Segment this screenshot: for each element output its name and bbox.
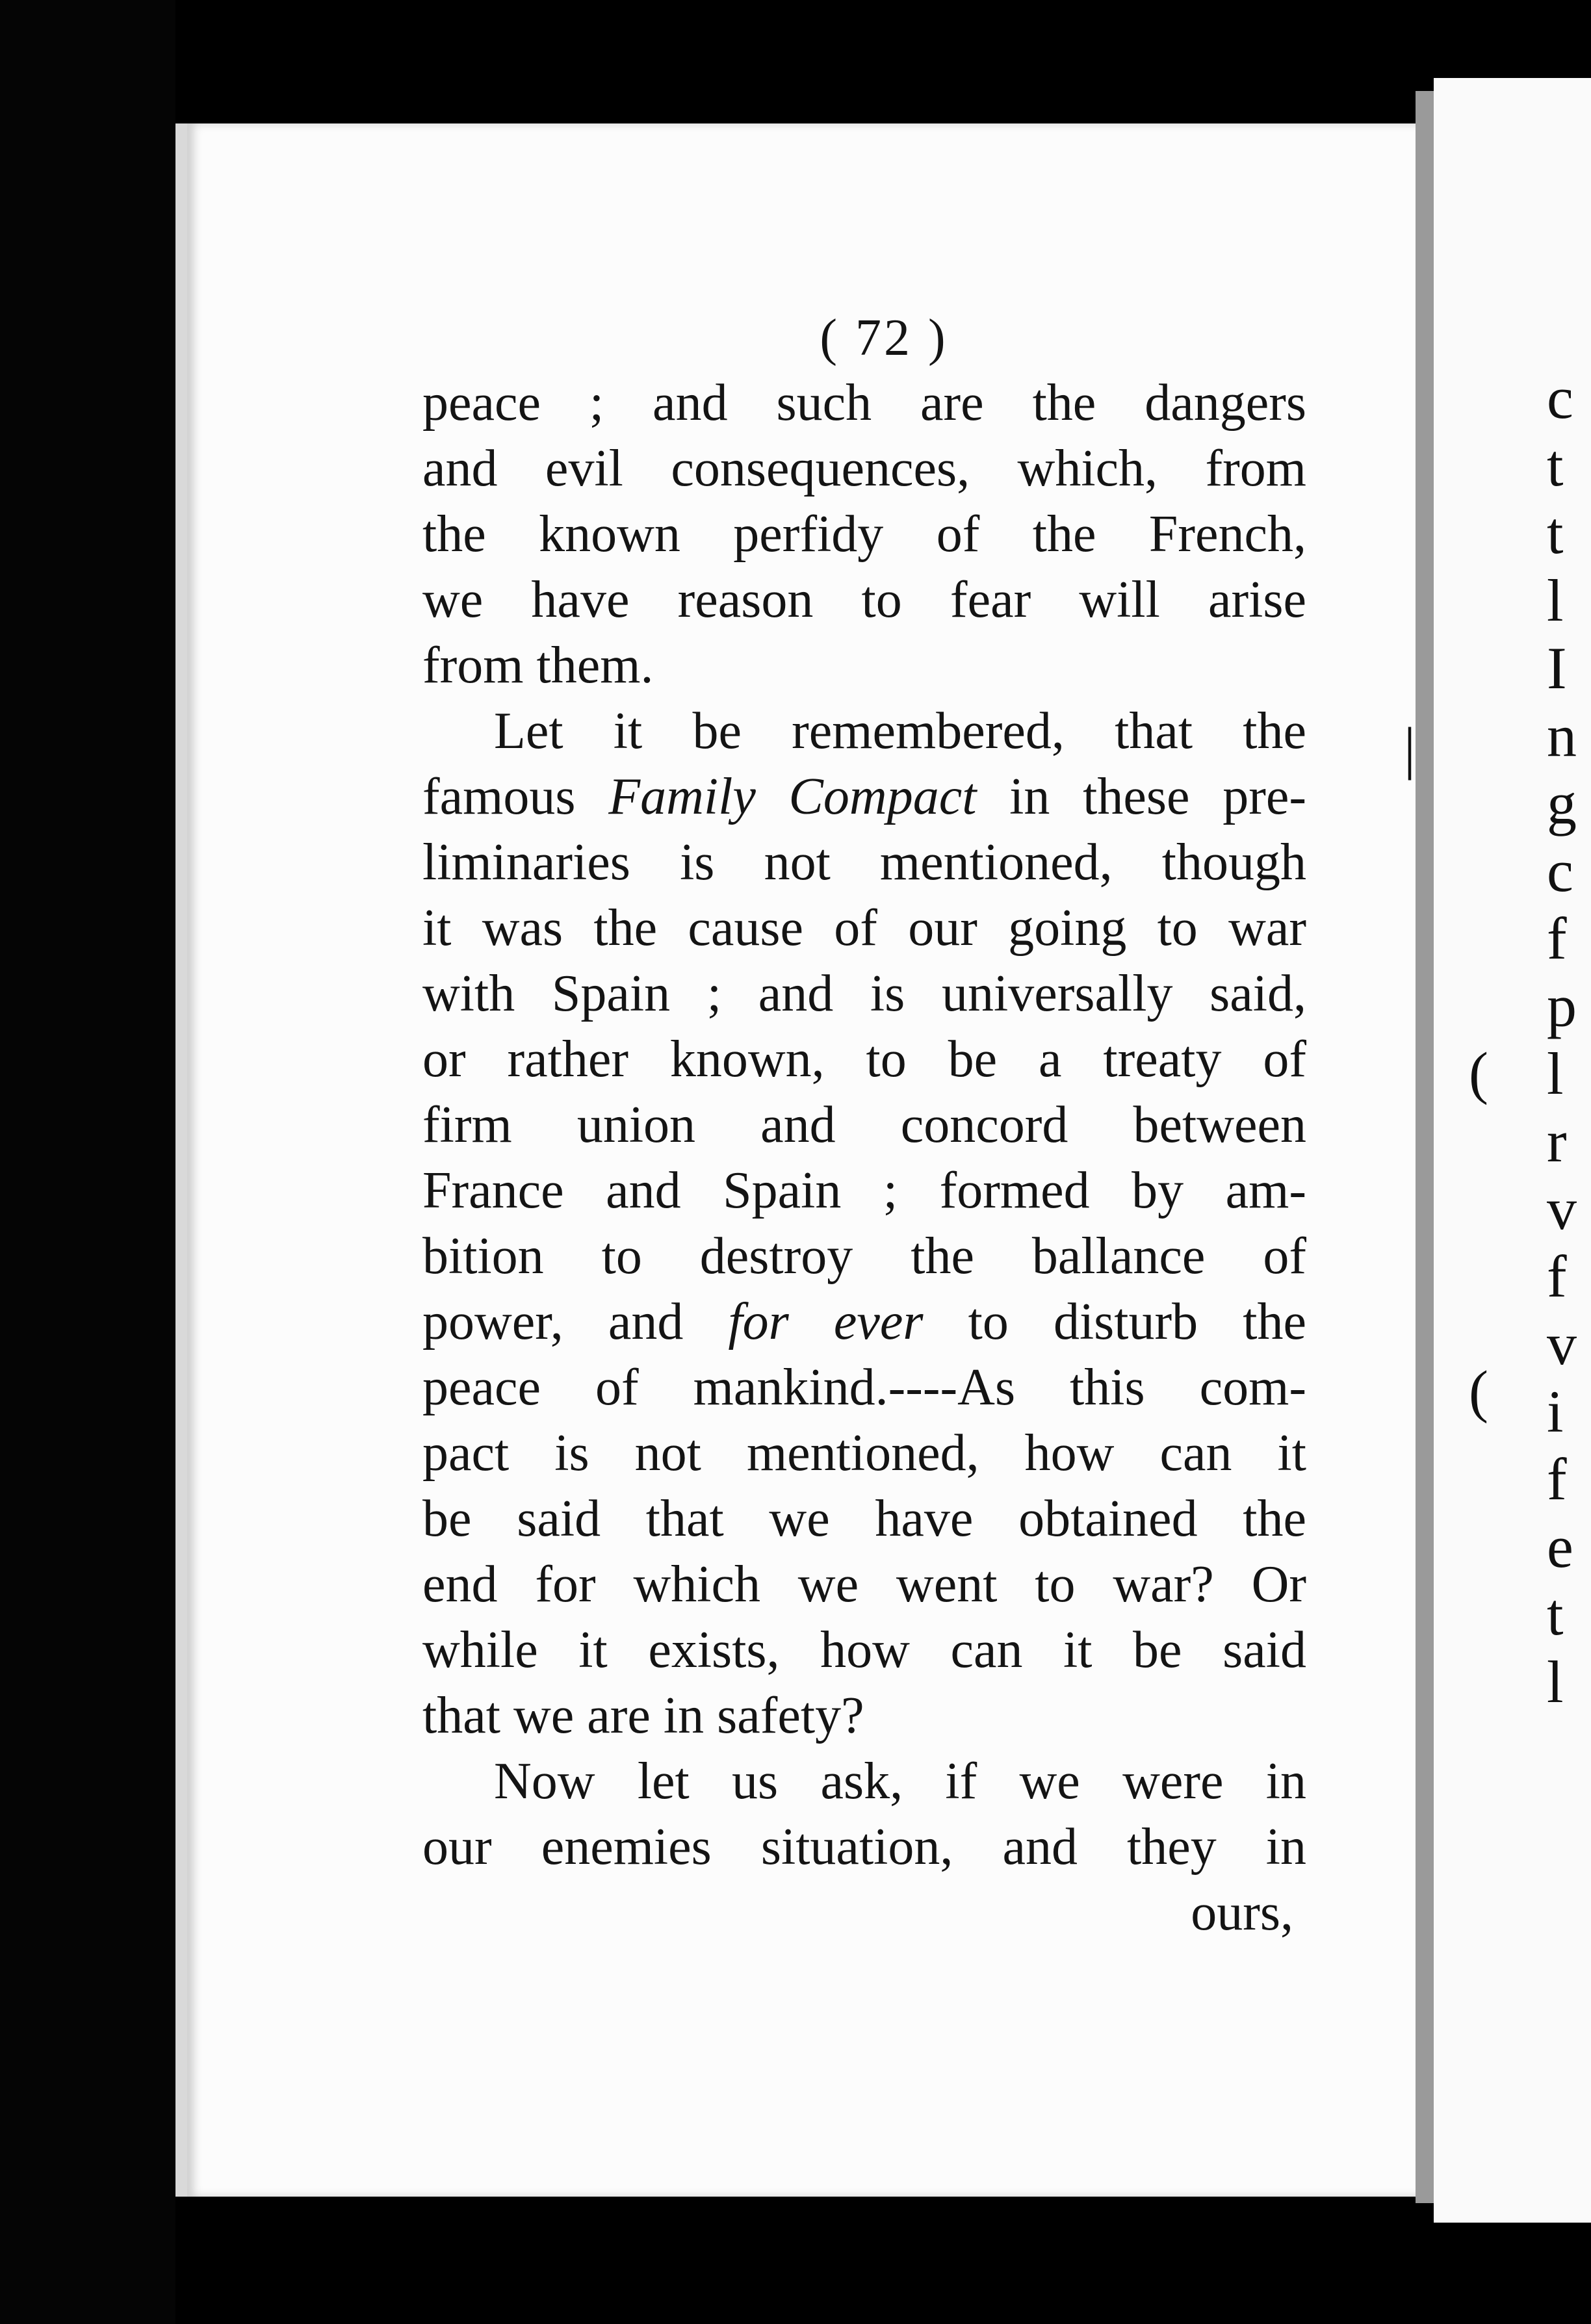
text-segment: Now let us ask, if we were in xyxy=(494,1753,1306,1810)
catchword: ours, xyxy=(1191,1884,1293,1941)
facing-page-letter: p xyxy=(1547,973,1577,1039)
text-line xyxy=(422,1289,1306,1355)
margin-mark: | xyxy=(1404,716,1416,781)
text-line xyxy=(422,633,1306,699)
facing-page-letter: f xyxy=(1547,905,1567,972)
text-segment: Let it be remembered, that the xyxy=(494,703,1306,760)
text-line xyxy=(422,567,1306,633)
text-line xyxy=(422,502,1306,567)
text-line xyxy=(422,1683,1306,1749)
text-line xyxy=(422,1552,1306,1618)
text-line xyxy=(422,370,1306,436)
text-line xyxy=(422,1618,1306,1683)
facing-page-letter: e xyxy=(1547,1514,1573,1580)
text-line xyxy=(422,699,1306,764)
text-line xyxy=(422,961,1306,1027)
facing-page-letter: t xyxy=(1547,1581,1564,1647)
facing-page-letter: g xyxy=(1547,770,1577,836)
facing-page-letter: l xyxy=(1547,1649,1564,1715)
margin-mark: ( xyxy=(1469,1360,1488,1424)
text-segment: or rather known, to be a treaty of xyxy=(422,1031,1306,1088)
facing-page-letter: l xyxy=(1547,1040,1564,1107)
page-text xyxy=(422,305,1306,1945)
italic-text: Family Compact xyxy=(608,768,977,825)
text-segment: to disturb the xyxy=(923,1293,1306,1350)
text-lines xyxy=(422,370,1306,1880)
text-line xyxy=(422,896,1306,961)
text-line xyxy=(422,1027,1306,1092)
text-segment: bition to destroy the ballance of xyxy=(422,1228,1306,1285)
text-line xyxy=(422,1224,1306,1289)
text-segment: while it exists, how can it be said xyxy=(422,1621,1306,1679)
book-edge xyxy=(0,0,175,2324)
text-line xyxy=(422,436,1306,502)
text-segment: peace ; and such are the dangers xyxy=(422,374,1306,432)
facing-page-letter: c xyxy=(1547,365,1573,431)
facing-page-letter: t xyxy=(1547,500,1564,566)
text-line xyxy=(422,830,1306,896)
text-segment: peace of mankind.----As this com- xyxy=(422,1359,1306,1416)
text-segment: from them. xyxy=(422,637,654,694)
text-segment: it was the cause of our going to war xyxy=(422,899,1306,957)
facing-page-letter: v xyxy=(1547,1176,1577,1242)
facing-page-letter: t xyxy=(1547,432,1564,498)
text-segment: our enemies situation, and they in xyxy=(422,1818,1306,1876)
text-line xyxy=(422,1355,1306,1421)
book-gutter xyxy=(1416,91,1434,2203)
text-segment: pact is not mentioned, how can it xyxy=(422,1425,1306,1482)
facing-page-letter: n xyxy=(1547,703,1577,769)
facing-page-letter: c xyxy=(1547,838,1573,904)
facing-page-letter: I xyxy=(1547,635,1567,701)
text-line xyxy=(422,1749,1306,1814)
text-segment: liminaries is not mentioned, though xyxy=(422,834,1306,891)
text-segment: power, and xyxy=(422,1293,729,1350)
text-line xyxy=(422,1092,1306,1158)
text-line xyxy=(422,764,1306,830)
facing-page-letter: r xyxy=(1547,1108,1567,1174)
text-segment: end for which we went to war? Or xyxy=(422,1556,1306,1613)
text-segment: be said that we have obtained the xyxy=(422,1490,1306,1547)
text-segment: in these pre- xyxy=(976,768,1307,825)
text-segment: we have reason to fear will arise xyxy=(422,571,1306,628)
page-number: ( 72 ) xyxy=(820,309,948,367)
margin-mark: ( xyxy=(1469,1041,1488,1105)
text-segment: firm union and concord between xyxy=(422,1096,1306,1154)
facing-page-letter: v xyxy=(1547,1311,1577,1377)
facing-page-text xyxy=(1547,364,1586,1716)
facing-page-letter: f xyxy=(1547,1243,1567,1310)
text-segment: the known perfidy of the French, xyxy=(422,506,1306,563)
facing-page-letter: i xyxy=(1547,1378,1564,1445)
text-line xyxy=(422,1421,1306,1486)
facing-page-letter: f xyxy=(1547,1446,1567,1512)
text-line xyxy=(422,1158,1306,1224)
text-segment: that we are in safety? xyxy=(422,1687,864,1744)
text-line xyxy=(422,1486,1306,1552)
text-line xyxy=(422,1814,1306,1880)
text-segment: France and Spain ; formed by am- xyxy=(422,1162,1306,1219)
italic-text: for ever xyxy=(728,1293,924,1350)
facing-page-letter: l xyxy=(1547,567,1564,634)
text-segment: and evil consequences, which, from xyxy=(422,440,1306,497)
text-segment: with Spain ; and is universally said, xyxy=(422,965,1306,1022)
text-segment: famous xyxy=(422,768,609,825)
